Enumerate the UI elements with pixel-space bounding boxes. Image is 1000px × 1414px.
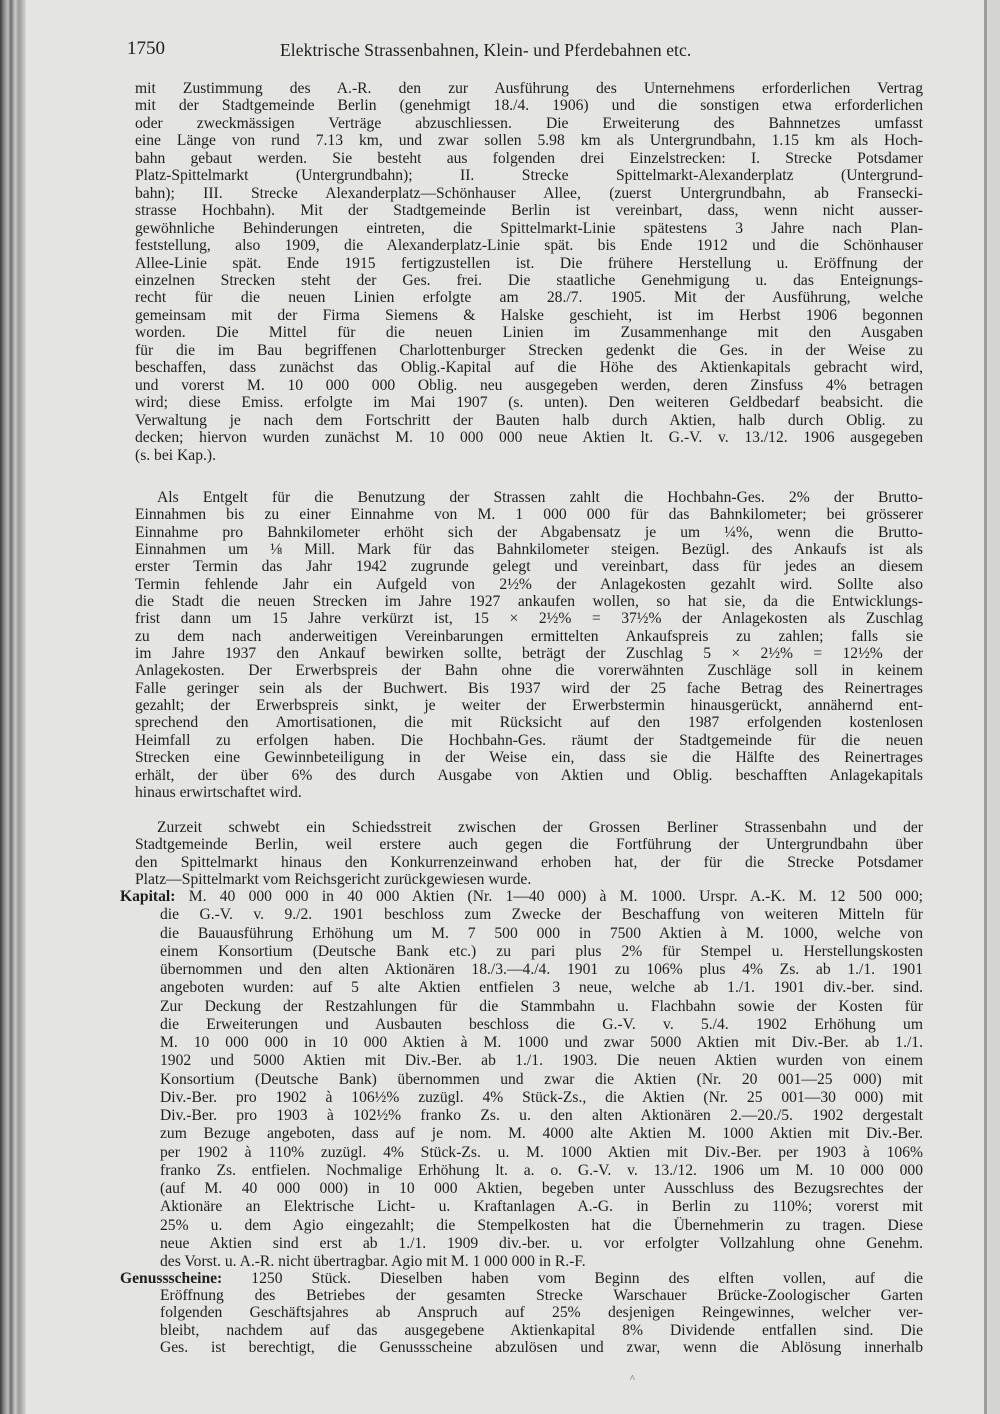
text-line: sprechend den Amortisationen, die mit Rücksicht auf den 1987 erfolgenden kostenlosen — [135, 714, 923, 732]
text-line: im Jahre 1937 den Ankauf bewirken sollte, beträgt der Zuschlag 5 × 2½% = 12½% der — [135, 645, 923, 663]
text-line: neue Aktien sind erst ab 1./1. 1909 div.-ber. u. vor erfolgter Vollzahlung ohne Genehm. — [160, 1234, 923, 1252]
page-margin-shadow — [987, 0, 1000, 1414]
kapital-first-text: M. 40 000 000 in 40 000 Aktien (Nr. 1—40 000) à M. 1000. Urspr. A.-K. M. 12 500 000; — [175, 888, 923, 905]
text-line: Aktionäre an Elektrische Licht- u. Kraftanlagen A.-G. in Berlin zu 110%; vorerst mit — [160, 1198, 923, 1216]
text-line: angeboten wurden: auf 5 alte Aktien entfielen 3 neue, welche ab 1./1. 1901 div.-ber. sind. — [160, 979, 923, 997]
text-line: mit Zustimmung des A.-R. den zur Ausführung des Unternehmens erforderlichen Vertrag — [135, 80, 923, 97]
text-line: Strecken eine Gewinnbeteiligung in der Weise ein, dass sie die Hälfte des Reinertrages — [135, 749, 923, 767]
text-line: feststellung, also 1909, die Alexanderplatz-Linie spät. bis Ende 1912 und die Schönhauser — [135, 237, 923, 255]
paragraph-schiedsstreit — [135, 819, 923, 889]
running-header: Elektrische Strassenbahnen, Klein- und Pferdebahnen etc. — [280, 40, 692, 60]
text-line: strasse Hochbahn). Mit der Stadtgemeinde Berlin ist vereinbart, dass, wenn nicht ausser- — [135, 202, 923, 220]
text-line: Div.-Ber. pro 1903 à 102½% franko Zs. u. den alten Aktionären 2.—20./5. 1902 dergestalt — [160, 1107, 923, 1124]
text-line: gemeinsam mit der Firma Siemens & Halske geschieht, ist im Herbst 1906 begonnen — [135, 306, 923, 324]
text-line: wird; diese Emiss. erfolgte im Mai 1907 (s. unten). Den weiteren Geldbedarf beabsicht. die — [135, 394, 923, 412]
text-line: Zurzeit schwebt ein Schiedsstreit zwischen der Grossen Berliner Strassenbahn und der — [157, 819, 923, 836]
text-line: erhält, der über 6% des durch Ausgabe von Aktien und Oblig. beschafften Anlagekapitals — [135, 766, 923, 784]
text-line: recht für die neuen Linien erfolgte am 28./7. 1905. Mit der Ausführung, welche — [135, 289, 923, 307]
genussscheine-first-text: 1250 Stück. Dieselben haben vom Beginn des elften vollen, auf die — [222, 1270, 923, 1287]
text-line: den Spittelmarkt hinaus den Konkurrenzeinwand erhoben hat, der für die Strecke Potsdamer — [135, 853, 923, 871]
text-line: Stadtgemeinde Berlin, weil erstere auch gegen die Fortführung der Untergrundbahn über — [135, 836, 923, 854]
text-line: gewöhnliche Behinderungen eintreten, die Spittelmarkt-Linie spätestens 3 Jahre nach Plan- — [135, 219, 923, 237]
text-line: mit der Stadtgemeinde Berlin (genehmigt 18./4. 1906) und die sonstigen etwa erforderlichen — [135, 97, 923, 115]
text-line: die Stadt die neuen Strecken im Jahre 1927 ankaufen wollen, so hat sie, da die Entwicklungs- — [135, 593, 923, 611]
text-line: des Vorst. u. A.-R. nicht übertragbar. Agio mit M. 1 000 000 in R.-F. — [160, 1253, 586, 1270]
text-line: die G.-V. v. 9./2. 1901 beschloss zum Zwecke der Beschaffung von weiteren Mitteln für — [160, 906, 923, 924]
text-line: frist dann um 15 Jahre verkürzt ist, 15 × 2½% = 37½% der Anlagekosten als Zuschlag — [135, 610, 923, 628]
text-line: Einnahme pro Bahnkilometer erhöht sich der Abgabensatz je um ¼%, wenn die Brutto- — [135, 523, 923, 541]
text-line: Verwaltung je nach dem Fortschritt der Bauten halb durch Aktien, halb durch Oblig. zu — [135, 411, 923, 429]
text-line: bahn); III. Strecke Alexanderplatz—Schönhauser Allee, (zuerst Untergrundbahn, ab Fransecki- — [135, 184, 923, 202]
kapital-label: Kapital: — [120, 888, 176, 905]
text-line: für die im Bau begriffenen Charlottenburger Strecken gedenkt die Ges. in der Weise zu — [135, 341, 923, 359]
book-spine-edge — [0, 0, 26, 1414]
text-line: (s. bei Kap.). — [135, 446, 216, 464]
text-line: franko Zs. entfielen. Nochmalige Erhöhung lt. a. o. G.-V. v. 13./12. 1906 um M. 10 000 000 — [160, 1161, 923, 1179]
kapital-body — [120, 906, 923, 1271]
text-line: Div.-Ber. pro 1902 à 106½% zuzügl. 4% Stück-Zs., die Aktien (Nr. 25 001—30 000) mit — [160, 1088, 923, 1106]
text-line: 1902 und 5000 Aktien mit Div.-Ber. ab 1./1. 1903. Die neuen Aktien wurden von einem — [160, 1052, 923, 1070]
text-line: Falle geringer sein als der Buchwert. Bis 1937 wird der 25 fache Betrag des Reinertrages — [135, 679, 923, 697]
text-line: zum Bezuge angeboten, dass auf je nom. M. 4000 alte Aktien M. 1000 Aktien mit Div.-Ber. — [160, 1125, 923, 1143]
text-line: Einnahmen bis zu einer Einnahme von M. 1 000 000 für das Bahnkilometer; bei grösserer — [135, 506, 923, 524]
text-line: (auf M. 40 000 000) in 10 000 Aktien, begeben unter Ausschluss des Bezugsrechtes der — [160, 1180, 923, 1197]
text-line: hinaus erwirtschaftet wird. — [135, 783, 302, 801]
genussscheine-body — [120, 1287, 923, 1356]
text-line: beschaffen, dass zunächst das Oblig.-Kapital auf die Höhe des Aktienkapitals gebracht wird, — [135, 359, 923, 377]
text-line: und vorerst M. 10 000 000 Oblig. neu ausgegeben werden, deren Zinsfuss 4% betragen — [135, 376, 923, 394]
genussscheine-label: Genussscheine: — [120, 1270, 223, 1287]
section-genussscheine — [120, 1270, 923, 1356]
page-number: 1750 — [127, 38, 165, 59]
text-line: Als Entgelt für die Benutzung der Strassen zahlt die Hochbahn-Ges. 2% der Brutto- — [157, 489, 923, 506]
text-line: Anlagekosten. Der Erwerbspreis der Bahn ohne die vorerwähnten Zuschläge soll in keinem — [135, 662, 923, 680]
text-line: die Bauausführung Erhöhung um M. 7 500 000 in 7500 Aktien à M. 1000, welche von — [160, 924, 923, 942]
text-line: eine Länge von rund 7.13 km, und zwar sollen 5.98 km als Untergrundbahn, 1.15 km als Hoch- — [135, 132, 923, 150]
text-line: Heimfall zu erfolgen haben. Die Hochbahn-Ges. räumt der Stadtgemeinde für die neuen — [135, 731, 923, 749]
text-line: Allee-Linie spät. Ende 1915 fertigzustellen ist. Die frühere Herstellung u. Eröffnung der — [135, 254, 923, 272]
text-line: decken; hiervon wurden zunächst M. 10 000 000 neue Aktien lt. G.-V. v. 13./12. 1906 ausgegeben — [135, 429, 923, 447]
text-line: einzelnen Strecken steht der Ges. frei. Die staatliche Genehmigung u. das Enteignungs- — [135, 271, 923, 289]
scan-speck: ^ — [630, 1374, 635, 1385]
text-line: worden. Die Mittel für die neuen Linien im Zusammenhange mit den Ausgaben — [135, 324, 923, 342]
text-line: erster Termin das Jahr 1942 zugrunde gelegt und vereinbart, dass für jedes an diesem — [135, 558, 923, 576]
kapital-first-line — [120, 888, 923, 906]
text-line: einem Konsortium (Deutsche Bank etc.) zu pari plus 2% für Stempel u. Herstellungskosten — [160, 942, 923, 960]
text-line: die Erweiterungen und Ausbauten beschloss die G.-V. v. 5./4. 1902 Erhöhung um — [160, 1015, 923, 1033]
text-line: Eröffnung des Betriebes der gesamten Strecke Warschauer Brücke-Zoologischer Garten — [160, 1287, 923, 1305]
text-line: übernommen und den alten Aktionären 18./3.—4./4. 1901 zu 106% plus 4% Zs. ab 1./1. 1901 — [160, 961, 923, 978]
genussscheine-first-line — [120, 1270, 923, 1287]
text-line: Einnahmen um ⅛ Mill. Mark für das Bahnkilometer steigen. Bezügl. des Ankaufs ist als — [135, 541, 923, 559]
text-line: zu dem nach anderweitigen Vereinbarungen ermittelten Ankaufspreis zu zahlen; falls sie — [135, 627, 923, 645]
text-line: 25% u. dem Agio eingezahlt; die Stempelkosten hat die Übernehmerin zu tragen. Diese — [160, 1216, 923, 1234]
text-line: per 1902 à 110% zuzügl. 4% Stück-Zs. u. M. 1000 Aktien mit Div.-Ber. per 1903 à 106% — [160, 1143, 923, 1161]
text-line: Zur Deckung der Restzahlungen für die Stammbahn u. Flachbahn sowie der Kosten für — [160, 997, 923, 1015]
text-line: Platz-Spittelmarkt (Untergrundbahn); II. Strecke Spittelmarkt-Alexanderplatz (Untergrund- — [135, 167, 923, 185]
text-line: oder zweckmässigen Verträge abzuschliessen. Die Erweiterung des Bahnnetzes umfasst — [135, 114, 923, 132]
text-line: folgenden Geschäftsjahres ab Anspruch auf 25% desjenigen Reingewinnes, welcher ver- — [160, 1304, 923, 1322]
text-line: M. 10 000 000 in 10 000 Aktien à M. 1000 und zwar 5000 Aktien mit Div.-Ber. ab 1./1. — [160, 1034, 923, 1051]
paragraph-entgelt — [135, 489, 923, 801]
section-kapital — [120, 888, 923, 1271]
paragraph-untergrundbahn — [135, 80, 923, 464]
text-line: Platz—Spittelmarkt vom Reichsgericht zurückgewiesen wurde. — [135, 871, 532, 889]
text-line: Konsortium (Deutsche Bank) übernommen und zwar die Aktien (Nr. 20 001—25 000) mit — [160, 1070, 923, 1088]
text-line: Termin fehlende Jahr ein Aufgeld von 2½% der Anlagekosten gezahlt wird. Sollte also — [135, 575, 923, 593]
text-line: Ges. ist berechtigt, die Genussscheine abzulösen und zwar, wenn die Ablösung innerhalb — [160, 1338, 923, 1356]
text-line: bleibt, nachdem auf das ausgegebene Aktienkapital 8% Dividende entfallen sind. Die — [160, 1321, 923, 1339]
text-line: gezahlt; der Erwerbspreis sinkt, je weiter der Erwerbstermin hinausgerückt, annähernd ent- — [135, 697, 923, 715]
text-line: bahn gebaut werden. Sie besteht aus folgenden drei Einzelstrecken: I. Strecke Potsdamer — [135, 149, 923, 167]
